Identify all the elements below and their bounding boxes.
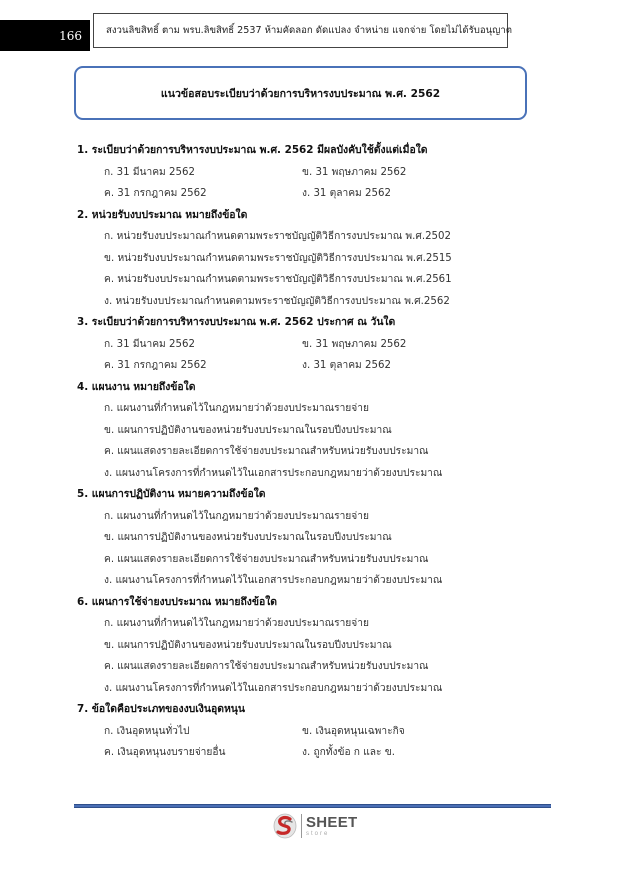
option-c[interactable]: ค. 31 กรกฎาคม 2562 [104,188,207,199]
question-1 [77,140,557,205]
question-list [77,140,557,764]
title-box [74,66,527,120]
option-c[interactable]: ค. แผนแสดงรายละเอียดการใช้จ่ายงบประมาณสำหรับหน่วยรับงบประมาณ [104,446,429,457]
option-a[interactable]: ก. แผนงานที่กำหนดไว้ในกฎหมายว่าด้วยงบประมาณรายจ่าย [104,510,369,522]
option-d[interactable]: ง. 31 ตุลาคม 2562 [302,360,391,371]
sheet-store-logo [273,813,358,839]
question-5 [77,484,557,592]
option-a[interactable]: ก. แผนงานที่กำหนดไว้ในกฎหมายว่าด้วยงบประมาณรายจ่าย [104,618,369,629]
option-c[interactable]: ค. แผนแสดงรายละเอียดการใช้จ่ายงบประมาณสำหรับหน่วยรับงบประมาณ [104,553,429,565]
page-title: แนวข้อสอบระเบียบว่าด้วยการบริหารงบประมาณ พ.ศ. 2562 [160,87,441,100]
question-text: 5. แผนการปฏิบัติงาน หมายความถึงข้อใด [77,488,266,500]
option-d[interactable]: ง. หน่วยรับงบประมาณกำหนดตามพระราชบัญญัติวิธีการงบประมาณ พ.ศ.2562 [104,295,450,307]
footer-divider [74,804,551,808]
question-6 [77,592,557,700]
option-c[interactable]: ค. 31 กรกฎาคม 2562 [104,360,207,371]
option-a[interactable]: ก. เงินอุดหนุนทั่วไป [104,725,190,737]
option-row [77,721,557,743]
option-a[interactable]: ก. 31 มีนาคม 2562 [104,338,195,350]
option-c[interactable]: ค. หน่วยรับงบประมาณกำหนดตามพระราชบัญญัติวิธีการงบประมาณ พ.ศ.2561 [104,274,452,285]
logo-brand: SHEET [306,814,358,831]
option-c[interactable]: ค. แผนแสดงรายละเอียดการใช้จ่ายงบประมาณสำหรับหน่วยรับงบประมาณ [104,661,429,672]
question-2 [77,205,557,313]
logo-separator [301,814,302,838]
page-number-text: 166 [59,28,82,43]
question-text: 6. แผนการใช้จ่ายงบประมาณ หมายถึงข้อใด [77,595,278,608]
question-3 [77,312,557,377]
page-number [0,20,90,51]
option-row [77,355,557,377]
option-b[interactable]: ข. เงินอุดหนุนเฉพาะกิจ [302,725,405,737]
logo-s-icon [273,813,297,839]
option-b[interactable]: ข. 31 พฤษภาคม 2562 [302,338,407,350]
option-row [77,742,557,764]
question-text: 3. ระเบียบว่าด้วยการบริหารงบประมาณ พ.ศ. 2562 ประกาศ ณ วันใด [77,316,396,328]
option-b[interactable]: ข. 31 พฤษภาคม 2562 [302,166,407,178]
option-b[interactable]: ข. แผนการปฏิบัติงานของหน่วยรับงบประมาณในรอบปีงบประมาณ [104,639,392,651]
option-b[interactable]: ข. แผนการปฏิบัติงานของหน่วยรับงบประมาณในรอบปีงบประมาณ [104,424,392,436]
option-b[interactable]: ข. แผนการปฏิบัติงานของหน่วยรับงบประมาณในรอบปีงบประมาณ [104,532,392,543]
option-b[interactable]: ข. หน่วยรับงบประมาณกำหนดตามพระราชบัญญัติวิธีการงบประมาณ พ.ศ.2515 [104,252,452,264]
option-a[interactable]: ก. หน่วยรับงบประมาณกำหนดตามพระราชบัญญัติวิธีการงบประมาณ พ.ศ.2502 [104,231,451,242]
question-text: 2. หน่วยรับงบประมาณ หมายถึงข้อใด [77,208,248,221]
option-row [77,334,557,356]
option-c[interactable]: ค. เงินอุดหนุนงบรายจ่ายอื่น [104,747,226,758]
option-row [77,162,557,184]
option-d[interactable]: ง. แผนงานโครงการที่กำหนดไว้ในเอกสารประกอบกฎหมายว่าด้วยงบประมาณ [104,467,443,479]
question-text: 4. แผนงาน หมายถึงข้อใด [77,380,196,393]
logo-text [306,815,358,837]
option-d[interactable]: ง. แผนงานโครงการที่กำหนดไว้ในเอกสารประกอบกฎหมายว่าด้วยงบประมาณ [104,575,443,586]
question-text: 1. ระเบียบว่าด้วยการบริหารงบประมาณ พ.ศ. 2562 มีผลบังคับใช้ตั้งแต่เมื่อใด [77,144,428,156]
option-a[interactable]: ก. 31 มีนาคม 2562 [104,166,195,178]
copyright-notice [93,13,512,48]
logo-sub: store [306,831,330,837]
copyright-text: สงวนลิขสิทธิ์ ตาม พรบ.ลิขสิทธิ์ 2537 ห้ามคัดลอก ดัดแปลง จำหน่าย แจกจ่าย โดยไม่ได้รับอนุญาต [106,25,512,36]
option-d[interactable]: ง. 31 ตุลาคม 2562 [302,188,391,199]
question-text: 7. ข้อใดคือประเภทของงบเงินอุดหนุน [77,703,246,715]
question-4 [77,377,557,485]
option-row [77,183,557,205]
question-7 [77,699,557,764]
option-d[interactable]: ง. ถูกทั้งข้อ ก และ ข. [302,747,395,758]
option-d[interactable]: ง. แผนงานโครงการที่กำหนดไว้ในเอกสารประกอบกฎหมายว่าด้วยงบประมาณ [104,682,443,694]
option-a[interactable]: ก. แผนงานที่กำหนดไว้ในกฎหมายว่าด้วยงบประมาณรายจ่าย [104,403,369,414]
